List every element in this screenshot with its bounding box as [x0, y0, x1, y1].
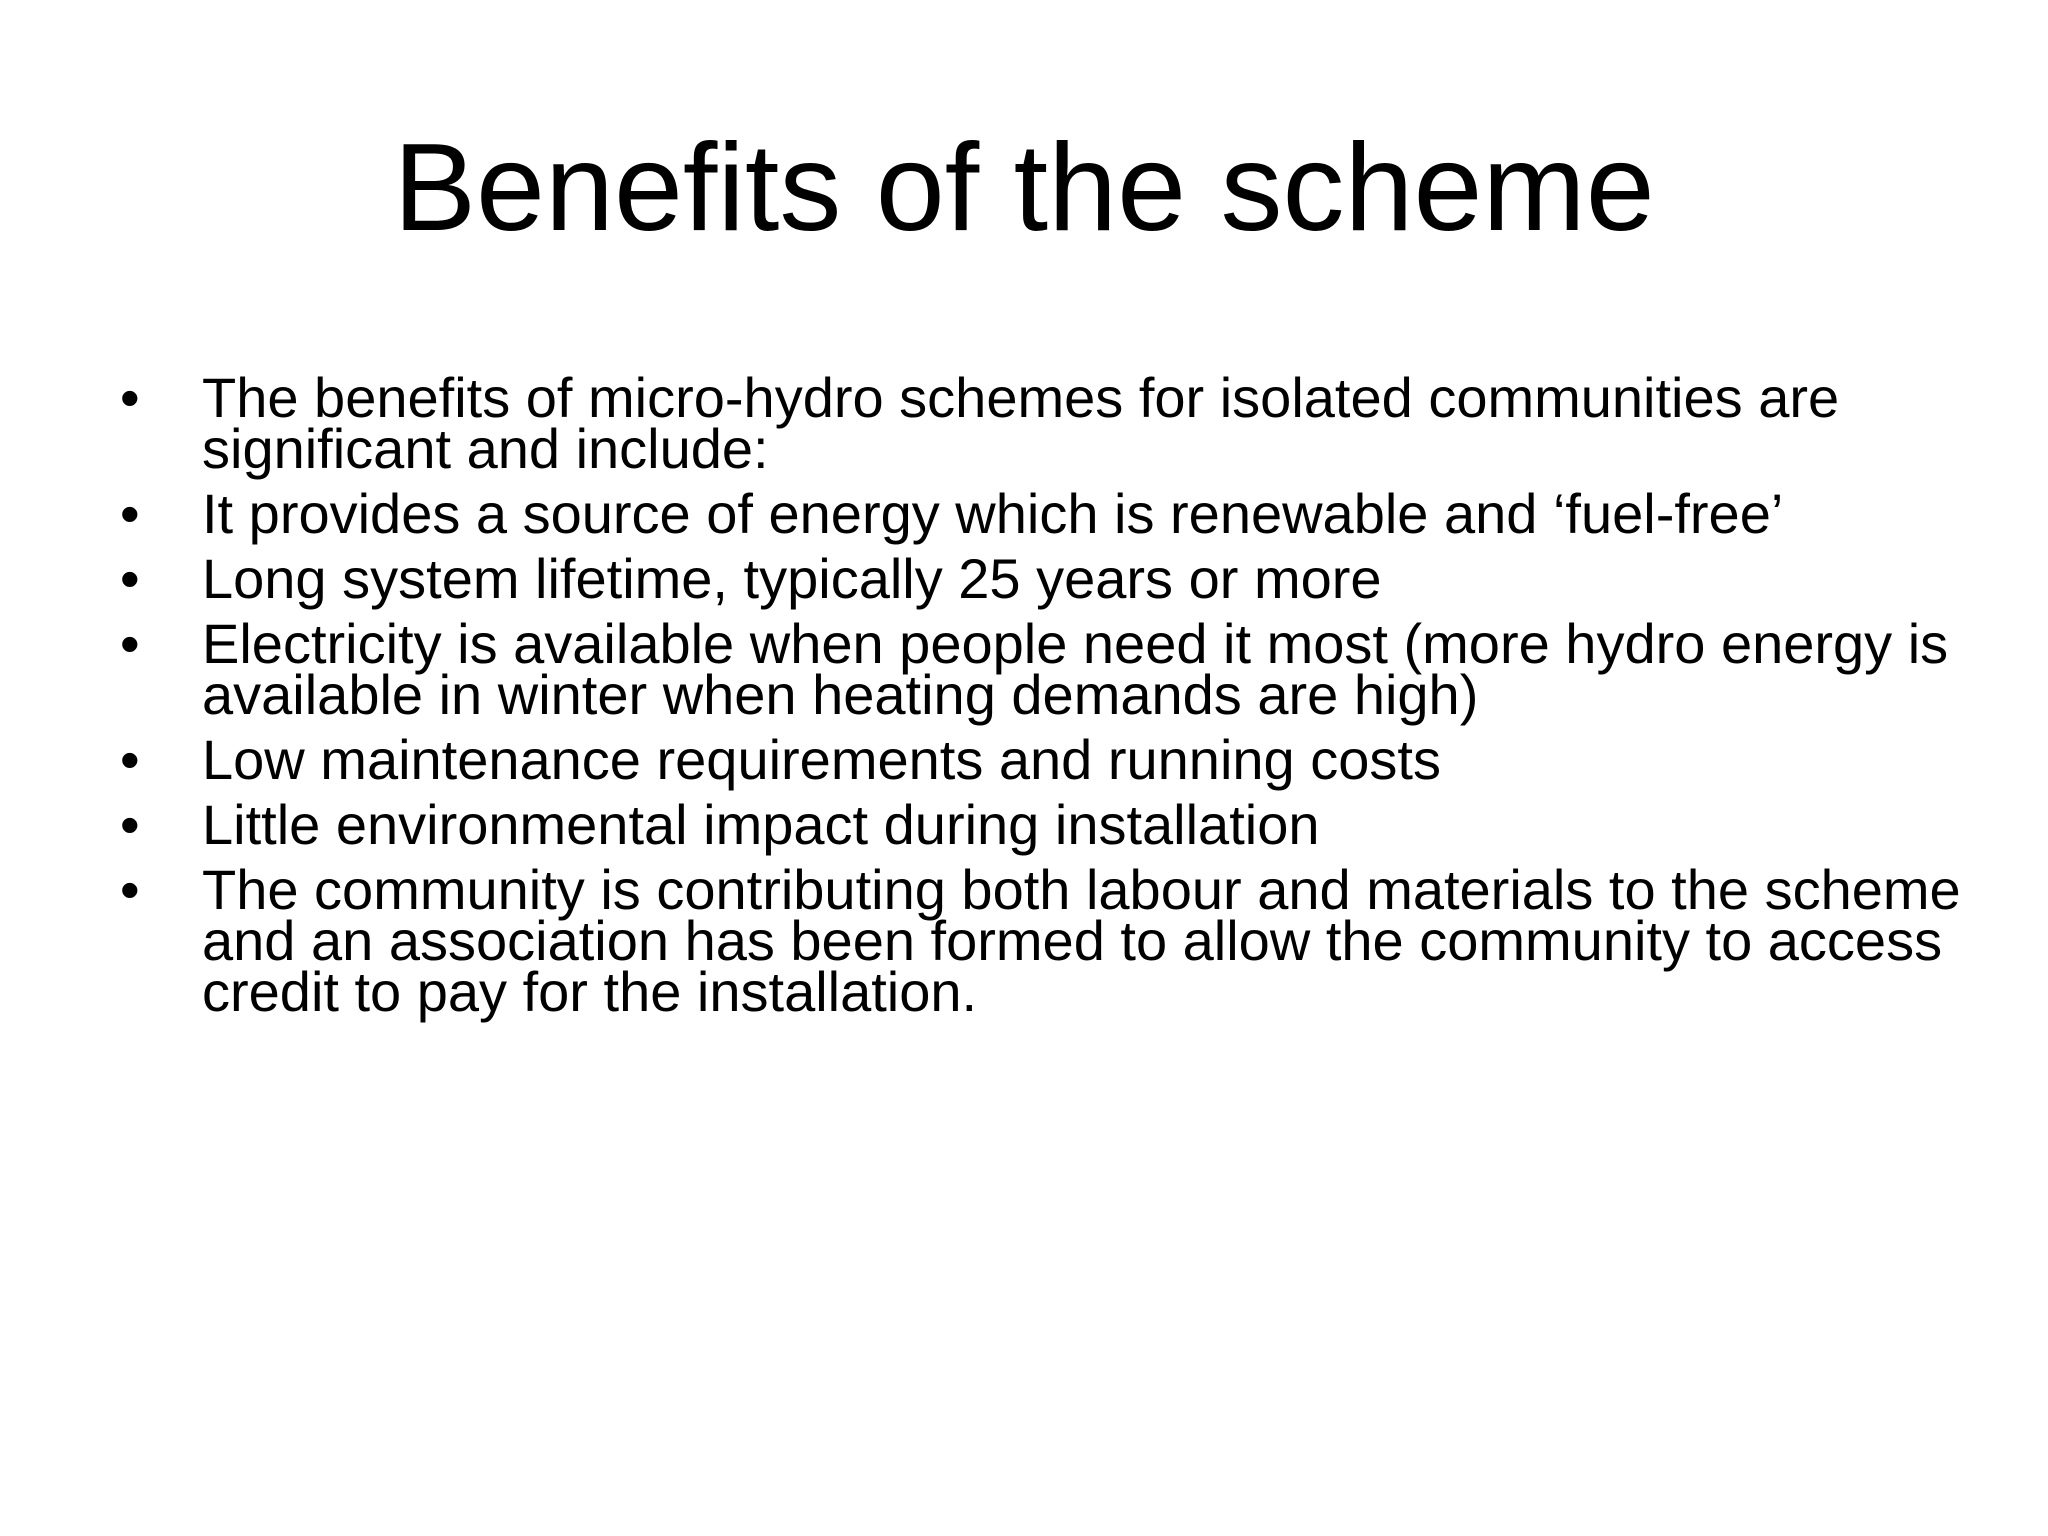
bullet-text: It provides a source of energy which is renewable and ‘fuel-free’	[202, 482, 1784, 545]
bullet-icon: •	[120, 612, 140, 675]
bullet-text: Little environmental impact during installation	[202, 793, 1320, 856]
bullet-icon: •	[120, 366, 140, 429]
bullet-item-5	[120, 728, 2000, 791]
slide-title: Benefits of the scheme	[393, 119, 1655, 257]
bullet-text: The benefits of micro-hydro schemes for isolated communities are significant and include:	[202, 366, 1840, 480]
bullet-text: Low maintenance requirements and running costs	[202, 728, 1441, 791]
bullet-icon: •	[120, 728, 140, 791]
bullet-text: The community is contributing both labour and materials to the scheme and an association has been formed to allow the community to access credit to pay for the installation.	[202, 858, 1961, 1023]
bullet-icon: •	[120, 547, 140, 610]
bullet-item-1	[120, 366, 2000, 480]
bullet-text: Long system lifetime, typically 25 years or more	[202, 547, 1382, 610]
bullet-item-7	[120, 858, 2000, 1023]
bullet-list	[120, 366, 2000, 1031]
bullet-item-2	[120, 482, 2000, 545]
bullet-icon: •	[120, 858, 140, 921]
bullet-item-3	[120, 547, 2000, 610]
bullet-item-6	[120, 793, 2000, 856]
bullet-text: Electricity is available when people need it most (more hydro energy is available in winter when heating demands are high)	[202, 612, 1949, 726]
bullet-icon: •	[120, 482, 140, 545]
bullet-icon: •	[120, 793, 140, 856]
bullet-item-4	[120, 612, 2000, 726]
